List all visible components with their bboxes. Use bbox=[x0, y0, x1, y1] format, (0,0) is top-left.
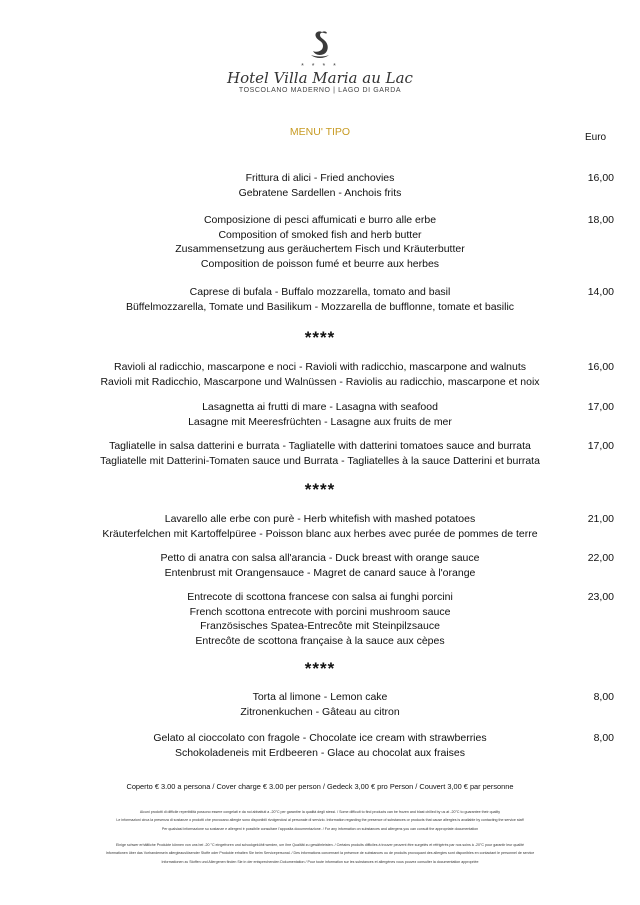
item-line: Lasagnetta ai frutti di mare - Lasagna with seafood bbox=[202, 401, 438, 413]
item-price: 17,00 bbox=[587, 401, 614, 413]
item-line: Lavarello alle erbe con purè - Herb whitefish with mashed potatoes bbox=[164, 513, 476, 525]
item-line: Büffelmozzarella, Tomate und Basilikum - Mozzarella de bufflonne, tomate et basilic bbox=[125, 300, 515, 313]
menu-item bbox=[0, 285, 640, 314]
item-price: 18,00 bbox=[587, 214, 614, 226]
menu-item bbox=[0, 590, 640, 648]
menu-item bbox=[0, 439, 640, 468]
item-price: 21,00 bbox=[587, 513, 614, 525]
item-line: Gelato al cioccolato con fragole - Chocolate ice cream with strawberries bbox=[153, 732, 487, 744]
menu-title: MENU' TIPO bbox=[289, 126, 351, 138]
item-price: 8,00 bbox=[593, 691, 614, 703]
item-line: French scottona entrecote with porcini mushroom sauce bbox=[189, 605, 451, 618]
swan-icon bbox=[308, 28, 332, 62]
item-line: Ravioli mit Radicchio, Mascarpone und Walnüssen - Raviolis au radicchio, mascarpone et noix bbox=[100, 375, 540, 388]
menu-item bbox=[0, 400, 640, 429]
item-price: 16,00 bbox=[587, 361, 614, 373]
menu-item bbox=[0, 551, 640, 580]
item-line: Composition of smoked fish and herb butter bbox=[218, 228, 422, 241]
hotel-logo bbox=[0, 28, 640, 94]
item-line: Französisches Spatea-Entrecôte mit Steinpilzsauce bbox=[200, 620, 440, 633]
menu-item bbox=[0, 690, 640, 719]
allergen-notice-2 bbox=[0, 841, 640, 866]
fine-line: Per qualsiasi informazione su sostanze e allergeni è possibile consultare l'apposita documentazione. / For any information on substances and allergens you can consult the appropriate documentation bbox=[161, 826, 479, 831]
item-line: Caprese di bufala - Buffalo mozzarella, tomato and basil bbox=[189, 286, 451, 298]
item-line: Entrecote di scottona francese con salsa ai funghi porcini bbox=[187, 591, 453, 603]
item-price: 16,00 bbox=[587, 172, 614, 184]
item-price: 22,00 bbox=[587, 552, 614, 564]
item-line: Gebratene Sardellen - Anchois frits bbox=[238, 186, 402, 199]
item-line: Composition de poisson fumé et beurre aux herbes bbox=[200, 257, 440, 270]
item-line: Kräuterfelchen mit Kartoffelpüree - Poisson blanc aux herbes avec purée de pommes de terre bbox=[102, 527, 538, 540]
item-line: Entrecôte de scottona française à la sauce aux cèpes bbox=[195, 634, 445, 647]
item-line: Tagliatelle mit Datterini-Tomaten sauce und Burrata - Tagliatelles à la sauce Datterini et burrata bbox=[100, 454, 540, 467]
item-line: Zusammensetzung aus geräuchertem Fisch und Kräuterbutter bbox=[175, 243, 465, 256]
menu-item bbox=[0, 360, 640, 389]
item-price: 8,00 bbox=[593, 732, 614, 744]
menu-item bbox=[0, 213, 640, 271]
section-separator: **** bbox=[304, 328, 336, 347]
logo-stars: * * * * bbox=[301, 63, 339, 70]
hotel-location: TOSCOLANO MADERNO | LAGO DI GARDA bbox=[238, 87, 402, 94]
item-price: 17,00 bbox=[587, 440, 614, 452]
item-line: Frittura di alici - Fried anchovies bbox=[245, 172, 395, 184]
fine-line: Informationen zu Stoffen und Allergenen finden Sie in der entsprechenden Dokumentation / Pour toute information sur les substances et allergènes vous pouvez consulter la documentation appropriée bbox=[161, 859, 479, 864]
menu-item bbox=[0, 731, 640, 760]
item-price: 23,00 bbox=[587, 591, 614, 603]
item-line: Composizione di pesci affumicati e burro alle erbe bbox=[203, 214, 437, 226]
section-separator: **** bbox=[304, 480, 336, 499]
item-line: Petto di anatra con salsa all'arancia - Duck breast with orange sauce bbox=[160, 552, 480, 564]
fine-line: Einige schwer erhältliche Produkte können von uns bei -20 °C eingefroren und schockgekühlt werden, um ihre Qualität zu gewährleisten. / Certains produits difficiles à trouver peuvent être surgelés et réfrigérés par nos soins à -20°C pour garantir leur qualité bbox=[116, 843, 524, 847]
fine-line: Informationen über das Vorhandensein allergieauslösender Stoffe oder Produkte erhalten Sie beim Servicepersonal. / Des informations concernant la présence de substances ou de produits provoquant des allergies sont disponibles en contactant le personnel de service bbox=[105, 851, 535, 856]
menu-item bbox=[0, 171, 640, 200]
cover-charge: Coperto € 3.00 a persona / Cover charge € 3.00 per person / Gedeck 3,00 € pro Person / Couvert 3,00 € par personne bbox=[126, 782, 514, 791]
item-line: Zitronenkuchen - Gâteau au citron bbox=[240, 705, 400, 718]
fine-line: Alcuni prodotti di difficile reperibilità possono essere congelati e da noi abbattuti a -20°C per garantire la qualità degli stessi. / Some difficult to find products can be frozen and blast chilled by us at -20°C to guarantee their quality bbox=[139, 810, 501, 814]
item-line: Ravioli al radicchio, mascarpone e noci - Ravioli with radicchio, mascarpone and walnuts bbox=[113, 361, 527, 373]
item-line: Schokoladeneis mit Erdbeeren - Glace au chocolat aux fraises bbox=[174, 746, 466, 759]
hotel-name: Hotel Villa Maria au Lac bbox=[227, 69, 413, 87]
item-price: 14,00 bbox=[587, 286, 614, 298]
item-line: Lasagne mit Meeresfrüchten - Lasagne aux fruits de mer bbox=[188, 415, 452, 428]
item-line: Torta al limone - Lemon cake bbox=[252, 691, 388, 703]
allergen-notice-1 bbox=[0, 808, 640, 833]
fine-line: Le informazioni circa la presenza di sostanze o prodotti che provocano allergie sono disponibili rivolgendosi al personale di servizio. Information regarding the presence of substances or products that cause allergies is available by contacting the service staff bbox=[116, 818, 524, 823]
currency-header: Euro bbox=[585, 132, 607, 143]
menu-item bbox=[0, 512, 640, 541]
item-line: Tagliatelle in salsa datterini e burrata - Tagliatelle with datterini tomatoes sauce and burrata bbox=[109, 440, 531, 452]
item-line: Entenbrust mit Orangensauce - Magret de canard sauce à l'orange bbox=[164, 566, 476, 579]
section-separator: **** bbox=[304, 659, 336, 678]
